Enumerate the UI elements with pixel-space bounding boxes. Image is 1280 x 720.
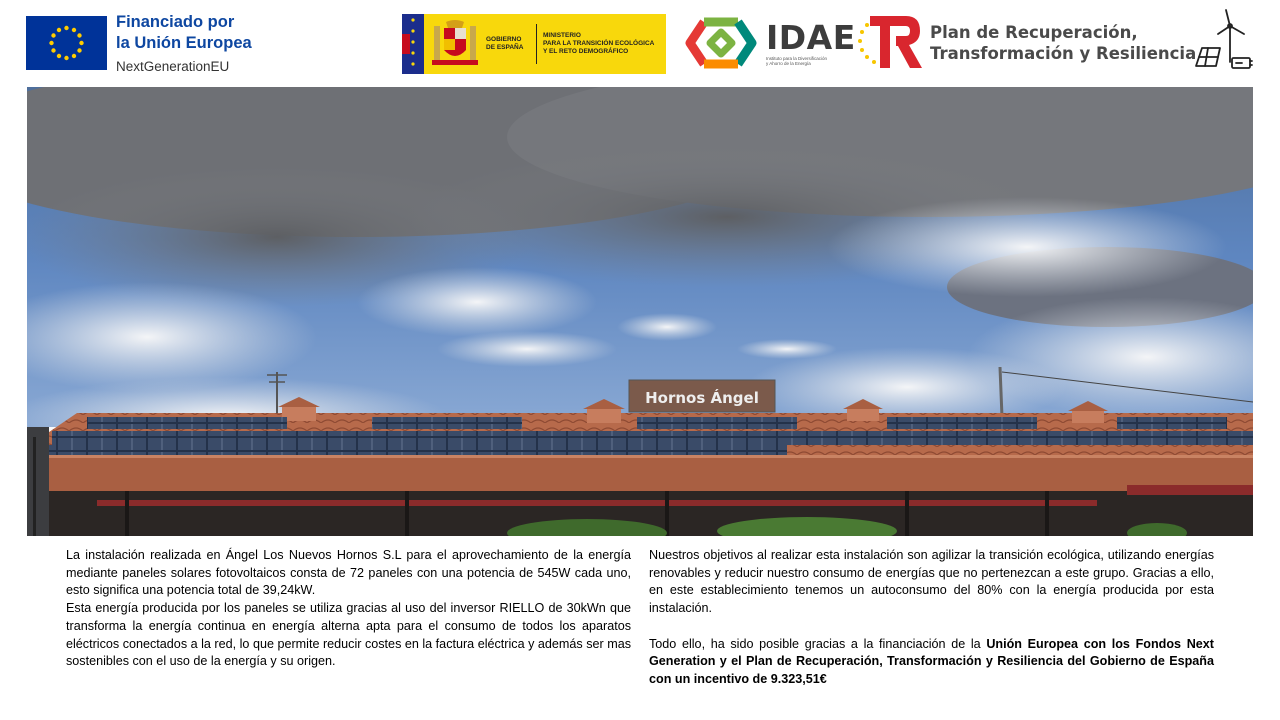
gov-name-line2: DE ESPAÑA: [486, 44, 524, 51]
gov-stripe: [402, 14, 424, 74]
idae-logo: [682, 14, 856, 72]
objectives-paragraph: Nuestros objetivos al realizar esta instalación son agilizar la transición ecológica, utilizando energías renovables y reducir nuestro consumo de energías que no pertenezcan a este grupo. Gracias a ello, en este establecimiento tenemos un autoconsumo del 80% con la energía producida por esta instalación.: [649, 548, 1214, 616]
description-left-column: [66, 547, 631, 671]
gov-name: [486, 36, 530, 52]
restaurant-roof-with-solar-panels-photo: [27, 87, 1253, 536]
description-right-column: [649, 547, 1214, 689]
gov-ministry-line3: Y EL RETO DEMOGRÁFICO: [543, 48, 629, 55]
eu-subtitle: NextGenerationEU: [116, 59, 230, 74]
eu-title-line2: la Unión Europea: [116, 34, 252, 52]
idae-sub-line2: y Ahorro de la Energía: [766, 61, 811, 66]
inverter-paragraph: Esta energía producida por los paneles se utiliza gracias al uso del inversor RIELLO de 30kWn que transforma la energía continua en energía alterna apta para el consumo de todos los aparatos eléctricos conectados a la red, lo que permite reducir costes en la factura eléctrica y además ser mas sostenibles con el uso de la energía y su origen.: [66, 601, 631, 669]
idae-subtitle: [766, 56, 846, 66]
eu-flag-icon: [26, 16, 107, 70]
gov-name-line1: GOBIERNO: [486, 36, 522, 43]
spain-government-logo: [402, 14, 666, 74]
eu-title-line1: Financiado por: [116, 13, 235, 31]
gov-ministry: [543, 32, 663, 56]
prtr-title-line2: Transformación y Resiliencia: [930, 44, 1197, 63]
coat-of-arms-icon: [432, 20, 478, 68]
funding-intro: Todo ello, ha sido posible gracias a la financiación de la: [649, 636, 987, 651]
prtr-title-line1: Plan de Recuperación,: [930, 23, 1138, 42]
wind-solar-battery-icon: [1192, 8, 1254, 72]
funding-highlight: Unión Europea con los Fondos Next Generation y el Plan de Recuperación, Transformación y Resiliencia del Gobierno de España con un incentivo de 9.323,51€: [649, 636, 1214, 686]
prtr-logo: [856, 12, 1196, 70]
idae-knot-icon: [682, 14, 760, 72]
funding-paragraph: [649, 636, 1214, 689]
gov-ministry-line1: MINISTERIO: [543, 32, 581, 39]
eu-funding-logo: [26, 13, 252, 78]
gov-ministry-line2: PARA LA TRANSICIÓN ECOLÓGICA: [543, 40, 655, 47]
idae-wordmark: IDAE: [766, 18, 856, 57]
rooftop-sign-text: Hornos Ángel: [645, 389, 759, 407]
gov-divider: [536, 24, 537, 64]
paragraph-gap: [649, 618, 1214, 636]
idae-sub-line1: Instituto para la Diversificación: [766, 56, 828, 61]
prtr-tr-icon: [856, 12, 922, 70]
installation-paragraph: La instalación realizada en Ángel Los Nuevos Hornos S.L para el aprovechamiento de la energía mediante paneles solares fotovoltaicos consta de 72 paneles con una potencia de 545W cada uno, esto significa una potencia total de 39,24kW.: [66, 548, 631, 598]
